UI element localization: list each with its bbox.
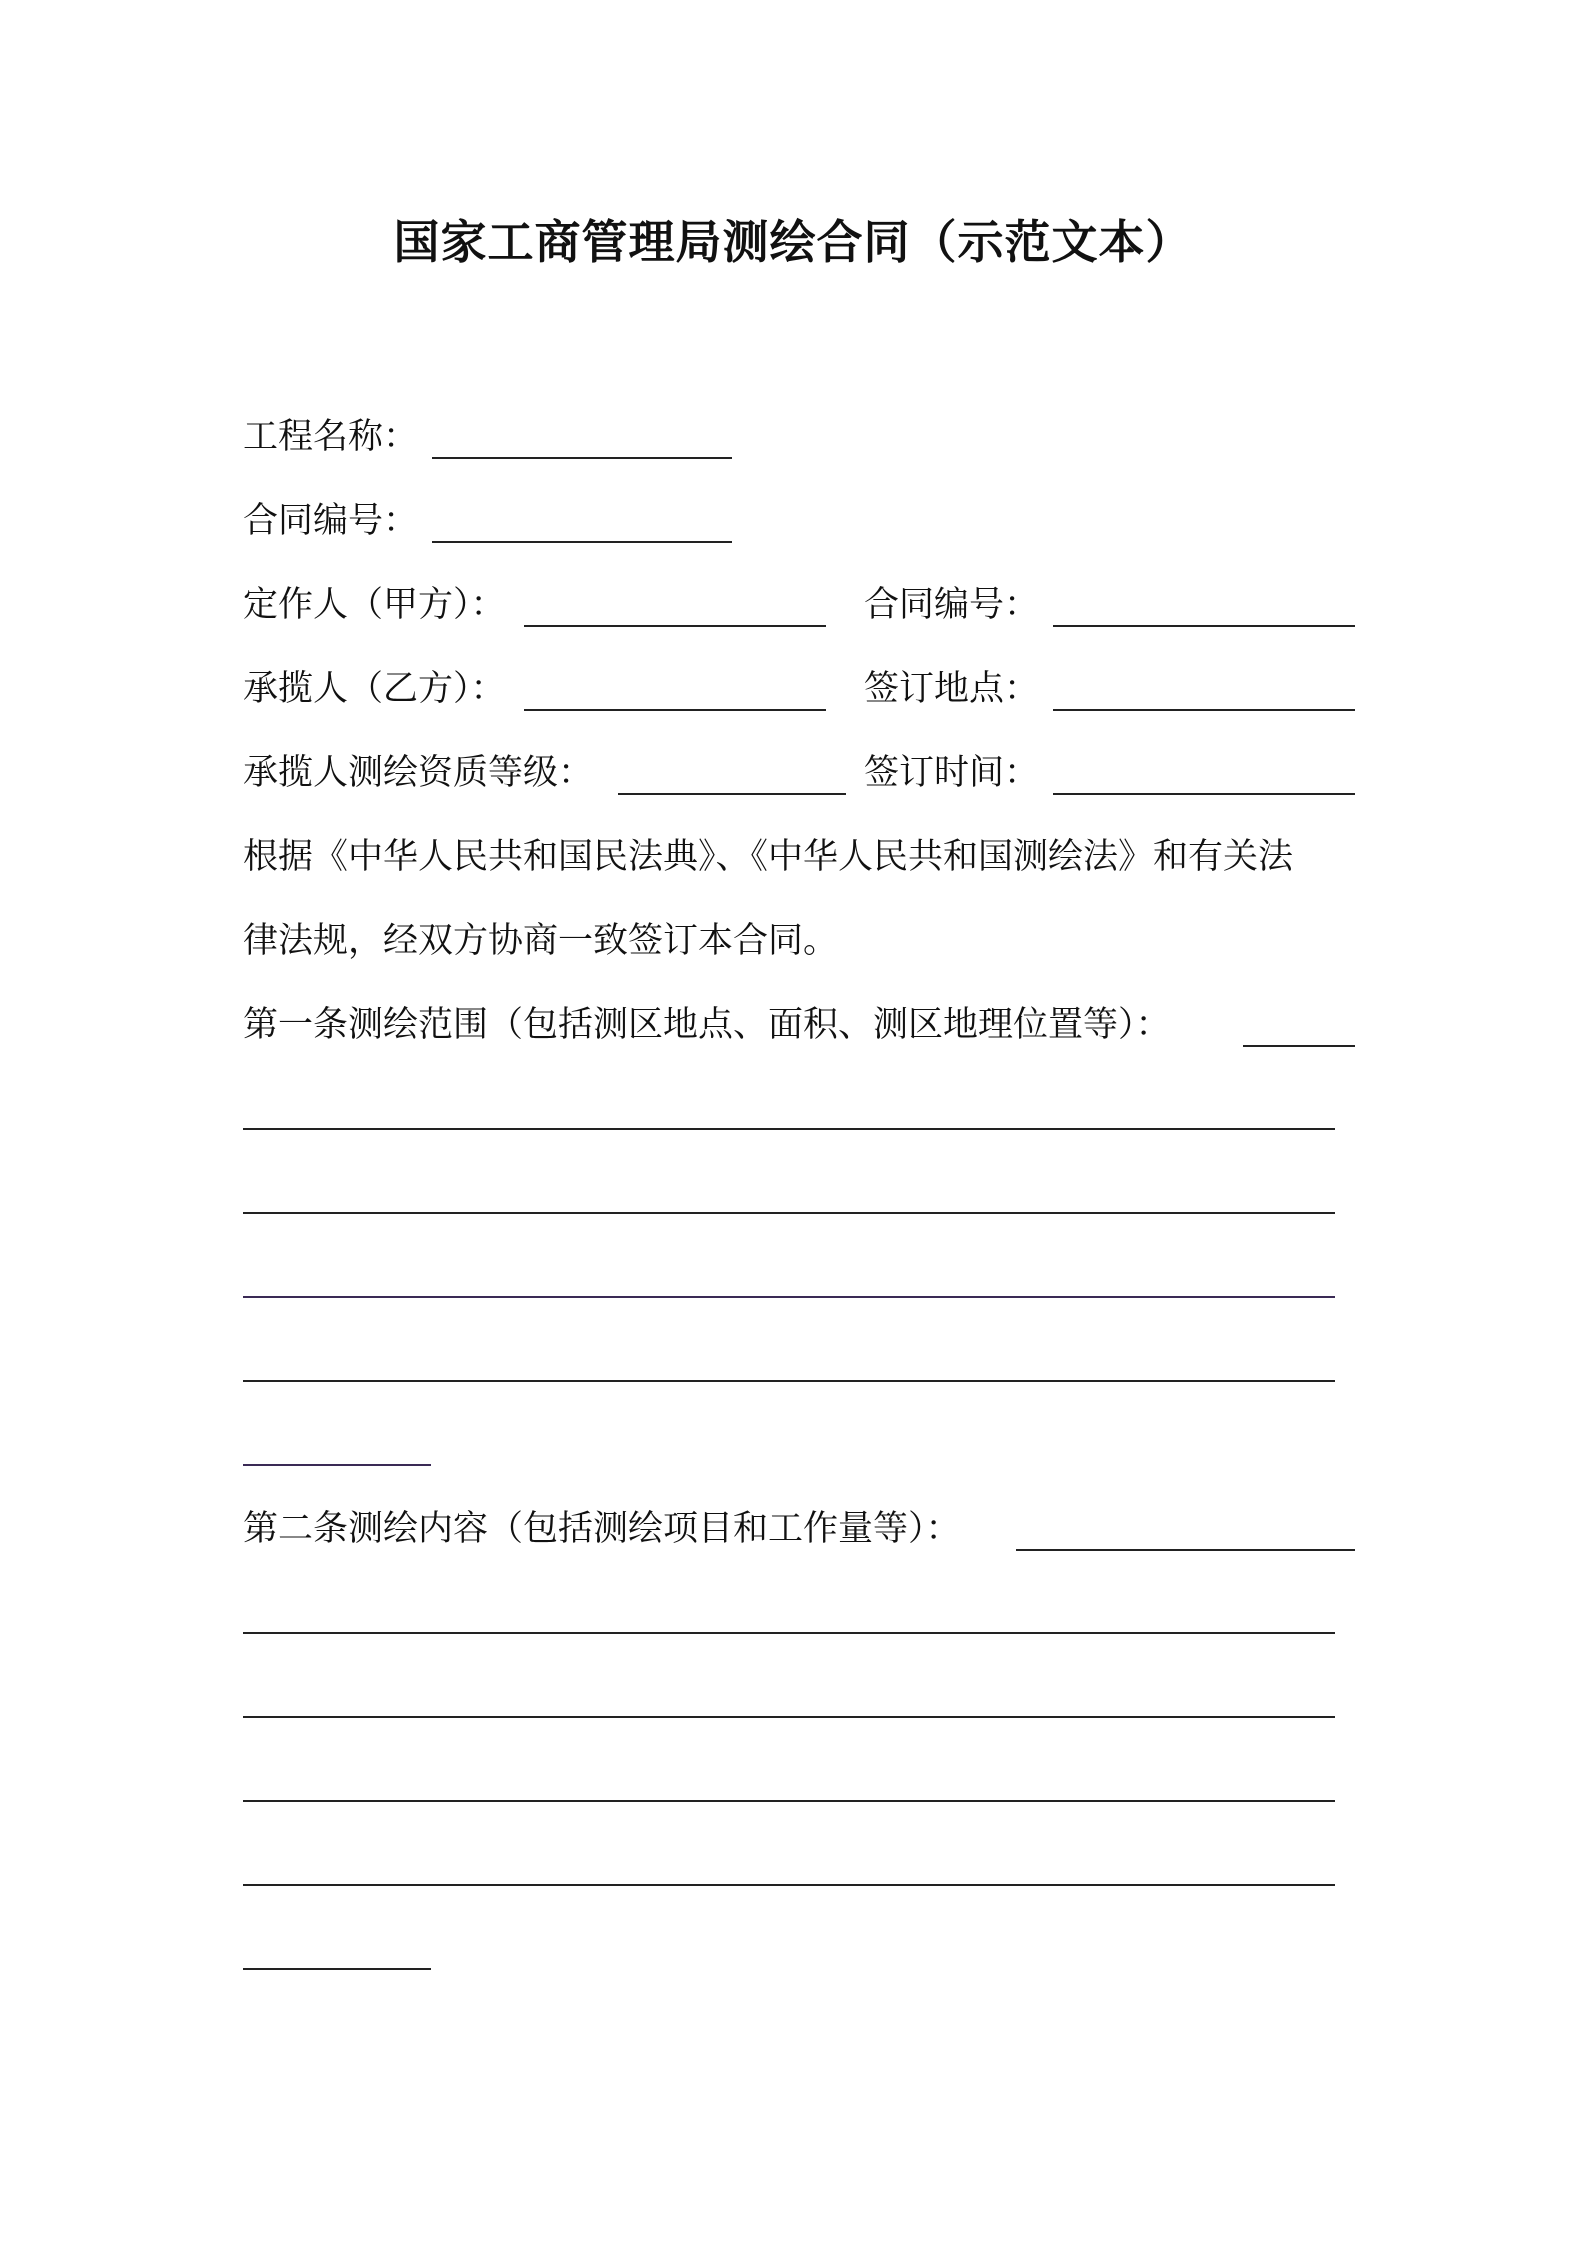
article-1-heading: 第一条测绘范围（包括测区地点、面积、测区地理位置等）： [243, 1005, 1171, 1045]
contract-number-field[interactable] [432, 541, 732, 543]
article-2-line[interactable] [243, 1800, 1335, 1802]
article-1-line-end[interactable] [243, 1464, 431, 1466]
party-a-field[interactable] [524, 625, 826, 627]
party-b-field[interactable] [524, 709, 826, 711]
article-2-line[interactable] [243, 1632, 1335, 1634]
article-2-heading: 第二条测绘内容（包括测绘项目和工作量等）： [243, 1509, 961, 1549]
document-title: 国家工商管理局测绘合同（示范文本） [393, 215, 1193, 269]
article-2-inline-field[interactable] [1016, 1549, 1355, 1551]
qualification-field[interactable] [618, 793, 846, 795]
qualification-label: 承揽人测绘资质等级： [243, 753, 594, 793]
project-name-label: 工程名称： [243, 417, 419, 457]
contract-number-label: 合同编号： [243, 501, 419, 541]
article-1-line[interactable] [243, 1212, 1335, 1214]
party-b-label: 承揽人（乙方）： [243, 669, 506, 709]
sign-time-field[interactable] [1053, 793, 1355, 795]
party-a-label: 定作人（甲方）： [243, 585, 506, 625]
article-2-line[interactable] [243, 1884, 1335, 1886]
article-1-line[interactable] [243, 1380, 1335, 1382]
article-2-line[interactable] [243, 1716, 1335, 1718]
article-1-inline-field[interactable] [1243, 1045, 1355, 1047]
article-1-line[interactable] [243, 1128, 1335, 1130]
article-2-line-end[interactable] [243, 1968, 431, 1970]
sign-place-label: 签订地点： [864, 669, 1040, 709]
preamble-line-1: 根据《中华人民共和国民法典》、《中华人民共和国测绘法》和有关法 [243, 837, 1294, 877]
project-name-field[interactable] [432, 457, 732, 459]
article-1-line[interactable] [243, 1296, 1335, 1298]
preamble-line-2: 律法规，经双方协商一致签订本合同。 [243, 921, 839, 961]
contract-number-2-label: 合同编号： [864, 585, 1040, 625]
sign-time-label: 签订时间： [864, 753, 1040, 793]
contract-number-2-field[interactable] [1053, 625, 1355, 627]
sign-place-field[interactable] [1053, 709, 1355, 711]
